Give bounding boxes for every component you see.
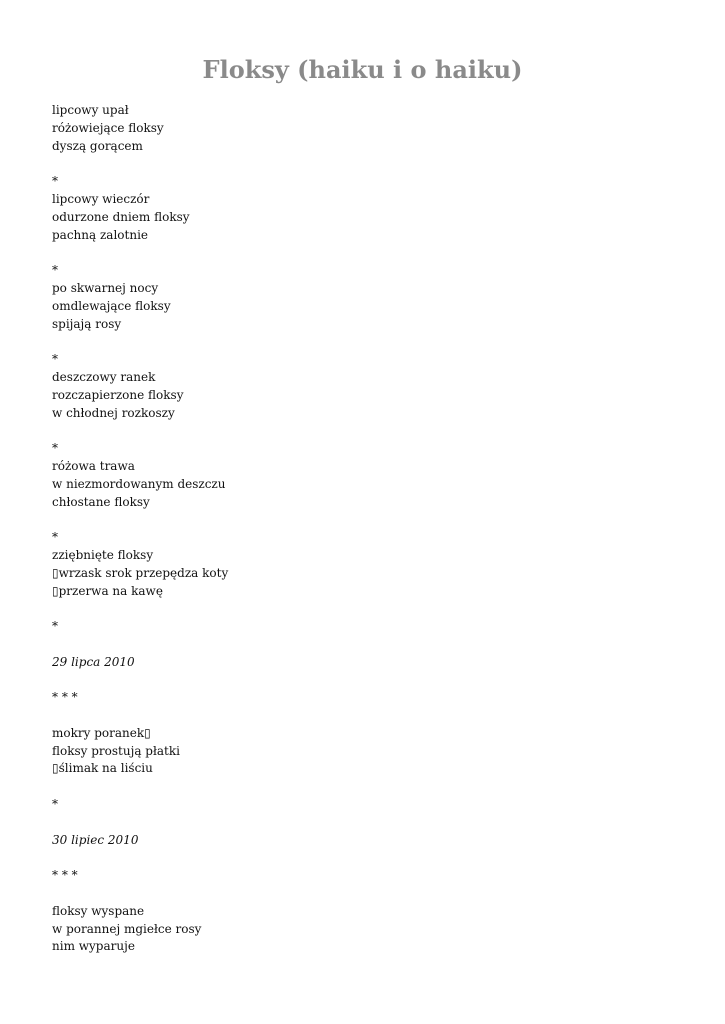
poem-line: deszczowy ranek	[52, 369, 156, 384]
poem-date: 29 lipca 2010	[52, 654, 135, 669]
poem-line: lipcowy upał	[52, 103, 129, 117]
blank-line	[52, 778, 692, 796]
blank-line	[52, 672, 692, 690]
blank-line	[52, 636, 692, 654]
poem-line: w chłodnej rozkoszy	[52, 405, 175, 420]
blank-line	[52, 707, 692, 725]
poem-line: spijają rosy	[52, 316, 122, 331]
blank-line	[52, 885, 692, 903]
poem-line: dyszą gorącem	[52, 138, 143, 153]
stanza-separator: *	[52, 619, 58, 634]
stanza-separator: *	[52, 441, 58, 456]
poem-line: różowiejące floksy	[52, 120, 164, 135]
poem-line: różowa trawa	[52, 458, 135, 473]
poem-line: nim wyparuje	[52, 939, 135, 954]
poem-line: odurzone dniem floksy	[52, 209, 190, 224]
blank-line	[52, 600, 692, 618]
poem-line: rozczapierzone floksy	[52, 387, 184, 402]
poem-line: w porannej mgiełce rosy	[52, 921, 202, 936]
blank-line	[52, 814, 692, 832]
poem-line: ▯ślimak na liściu	[52, 761, 153, 776]
poem-line: ▯wrzask srok przepędza koty	[52, 565, 229, 580]
poem-line: lipcowy wieczór	[52, 191, 150, 206]
poem-line: w niezmordowanym deszczu	[52, 476, 226, 491]
poem-line: pachną zalotnie	[52, 227, 149, 242]
stanza-separator: *	[52, 263, 58, 278]
stanza-separator: *	[52, 797, 58, 812]
poem-line: po skwarnej nocy	[52, 280, 159, 295]
poem-line: omdlewające floksy	[52, 298, 171, 313]
page-title: Floksy (haiku i o haiku)	[202, 55, 523, 84]
poem-line: zziębnięte floksy	[52, 547, 154, 562]
poem-line: floksy prostują płatki	[52, 743, 180, 758]
blank-line	[52, 244, 692, 262]
blank-line	[52, 333, 692, 351]
poem-body	[52, 102, 692, 956]
stanza-separator: * * *	[52, 868, 78, 883]
stanza-separator: *	[52, 352, 58, 367]
stanza-separator: *	[52, 174, 58, 189]
stanza-separator: *	[52, 530, 58, 545]
blank-line	[52, 155, 692, 173]
poem-line: mokry poranek▯	[52, 725, 151, 740]
blank-line	[52, 511, 692, 529]
poem-line: chłostane floksy	[52, 494, 150, 509]
blank-line	[52, 849, 692, 867]
blank-line	[52, 422, 692, 440]
stanza-separator: * * *	[52, 690, 78, 705]
poem-date: 30 lipiec 2010	[52, 832, 139, 847]
poem-line: ▯przerwa na kawę	[52, 583, 163, 598]
poem-line: floksy wyspane	[52, 903, 145, 918]
